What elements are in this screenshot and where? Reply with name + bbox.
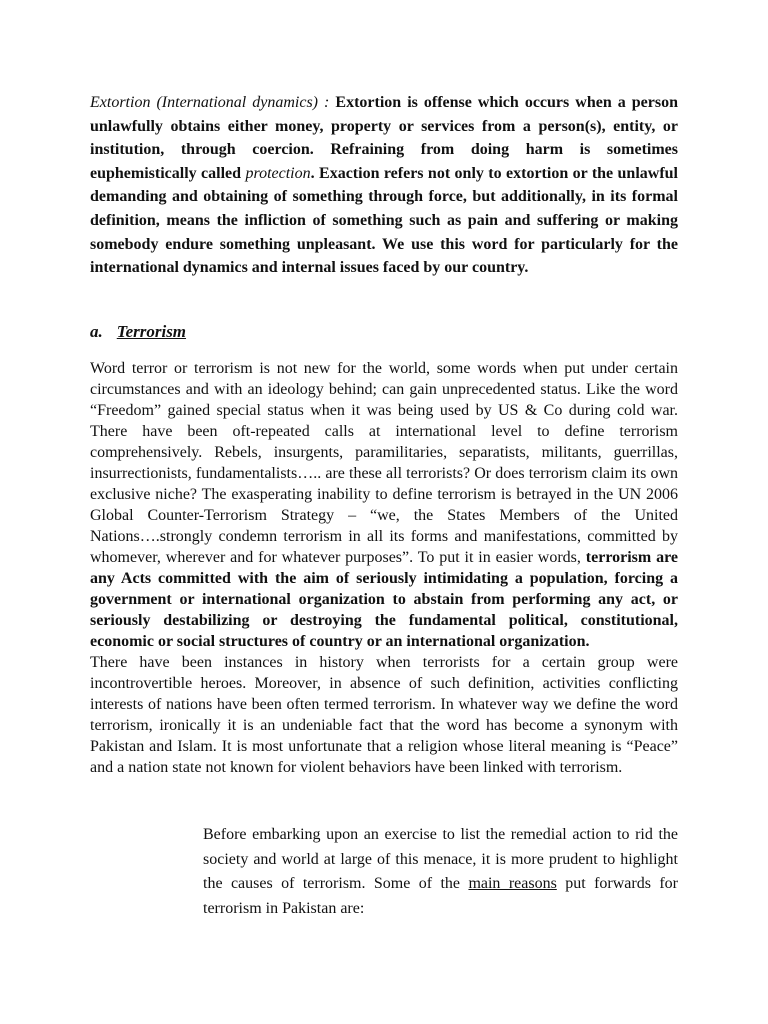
intro-term: Extortion (International dynamics) : <box>90 94 330 111</box>
closing-text-2: put forwards for terrorism in Pakistan are: <box>203 875 679 917</box>
closing-paragraph <box>203 823 678 921</box>
closing-text-1: Before embarking upon an exercise to list the remedial action to rid the society and world at large of this menace, it is more prudent to highlight the causes of terrorism. Some of the <box>203 826 678 892</box>
section-number: a. <box>90 322 103 341</box>
body-para-1: Word terror or terrorism is not new for the world, some words when put under certain circumstances and with an ideology behind; can gain unprecedented status. Like the word “Freedom” gained special status when it was being used by US & Co during cold war. There have been oft-repeated calls at international level to define terrorism comprehensively. Rebels, insurgents, paramilitaries, separatists, militants, guerrillas, insurrectionists, fundamentalists….. are these all terrorists? Or does terrorism claim its own exclusive niche? The exasperating inability to define terrorism is betrayed in the UN 2006 Global Counter-Terrorism Strategy – “we, the States Members of the United Nations….strongly condemn terrorism in all its forms and manifestations, committed by whomever, wherever and for whatever purposes”. To put it in easier words, <box>90 360 678 566</box>
body-para-1-bold: terrorism are any Acts committed with the aim of seriously intimidating a population, forcing a government or international organization to abstain from performing any act, or seriously destabilizing or destroying the fundamental political, constitutional, economic or social structures of country or an international organization. <box>90 549 679 650</box>
terrorism-body <box>90 358 678 778</box>
section-title: Terrorism <box>116 322 187 341</box>
body-para-2: There have been instances in history when terrorists for a certain group were incontrovertible heroes. Moreover, in absence of such definition, activities conflicting interests of nations have been often termed terrorism. In whatever way we define the word terrorism, ironically it is an undeniable fact that the word has become a synonym with Pakistan and Islam. It is most unfortunate that a religion whose literal meaning is “Peace” and a nation state not known for violent behaviors have been linked with terrorism. <box>90 654 678 776</box>
intro-text-1: Extortion is offense which occurs when a person unlawfully obtains either money, property or services from a person(s), entity, or institution, through coercion. Refraining from doing harm is sometimes euphemistically called <box>90 94 679 182</box>
section-heading <box>90 322 186 342</box>
intro-text-2: . Exaction refers not only to extortion or the unlawful demanding and obtaining of something through force, but additionally, in its formal definition, means the infliction of something such as pain and suffering or making somebody endure something unpleasant. We use this word for particularly for the international dynamics and internal issues faced by our country. <box>90 164 679 277</box>
main-reasons-link: main reasons <box>468 875 557 892</box>
protection-word: protection <box>245 164 311 182</box>
intro-paragraph <box>90 91 678 280</box>
